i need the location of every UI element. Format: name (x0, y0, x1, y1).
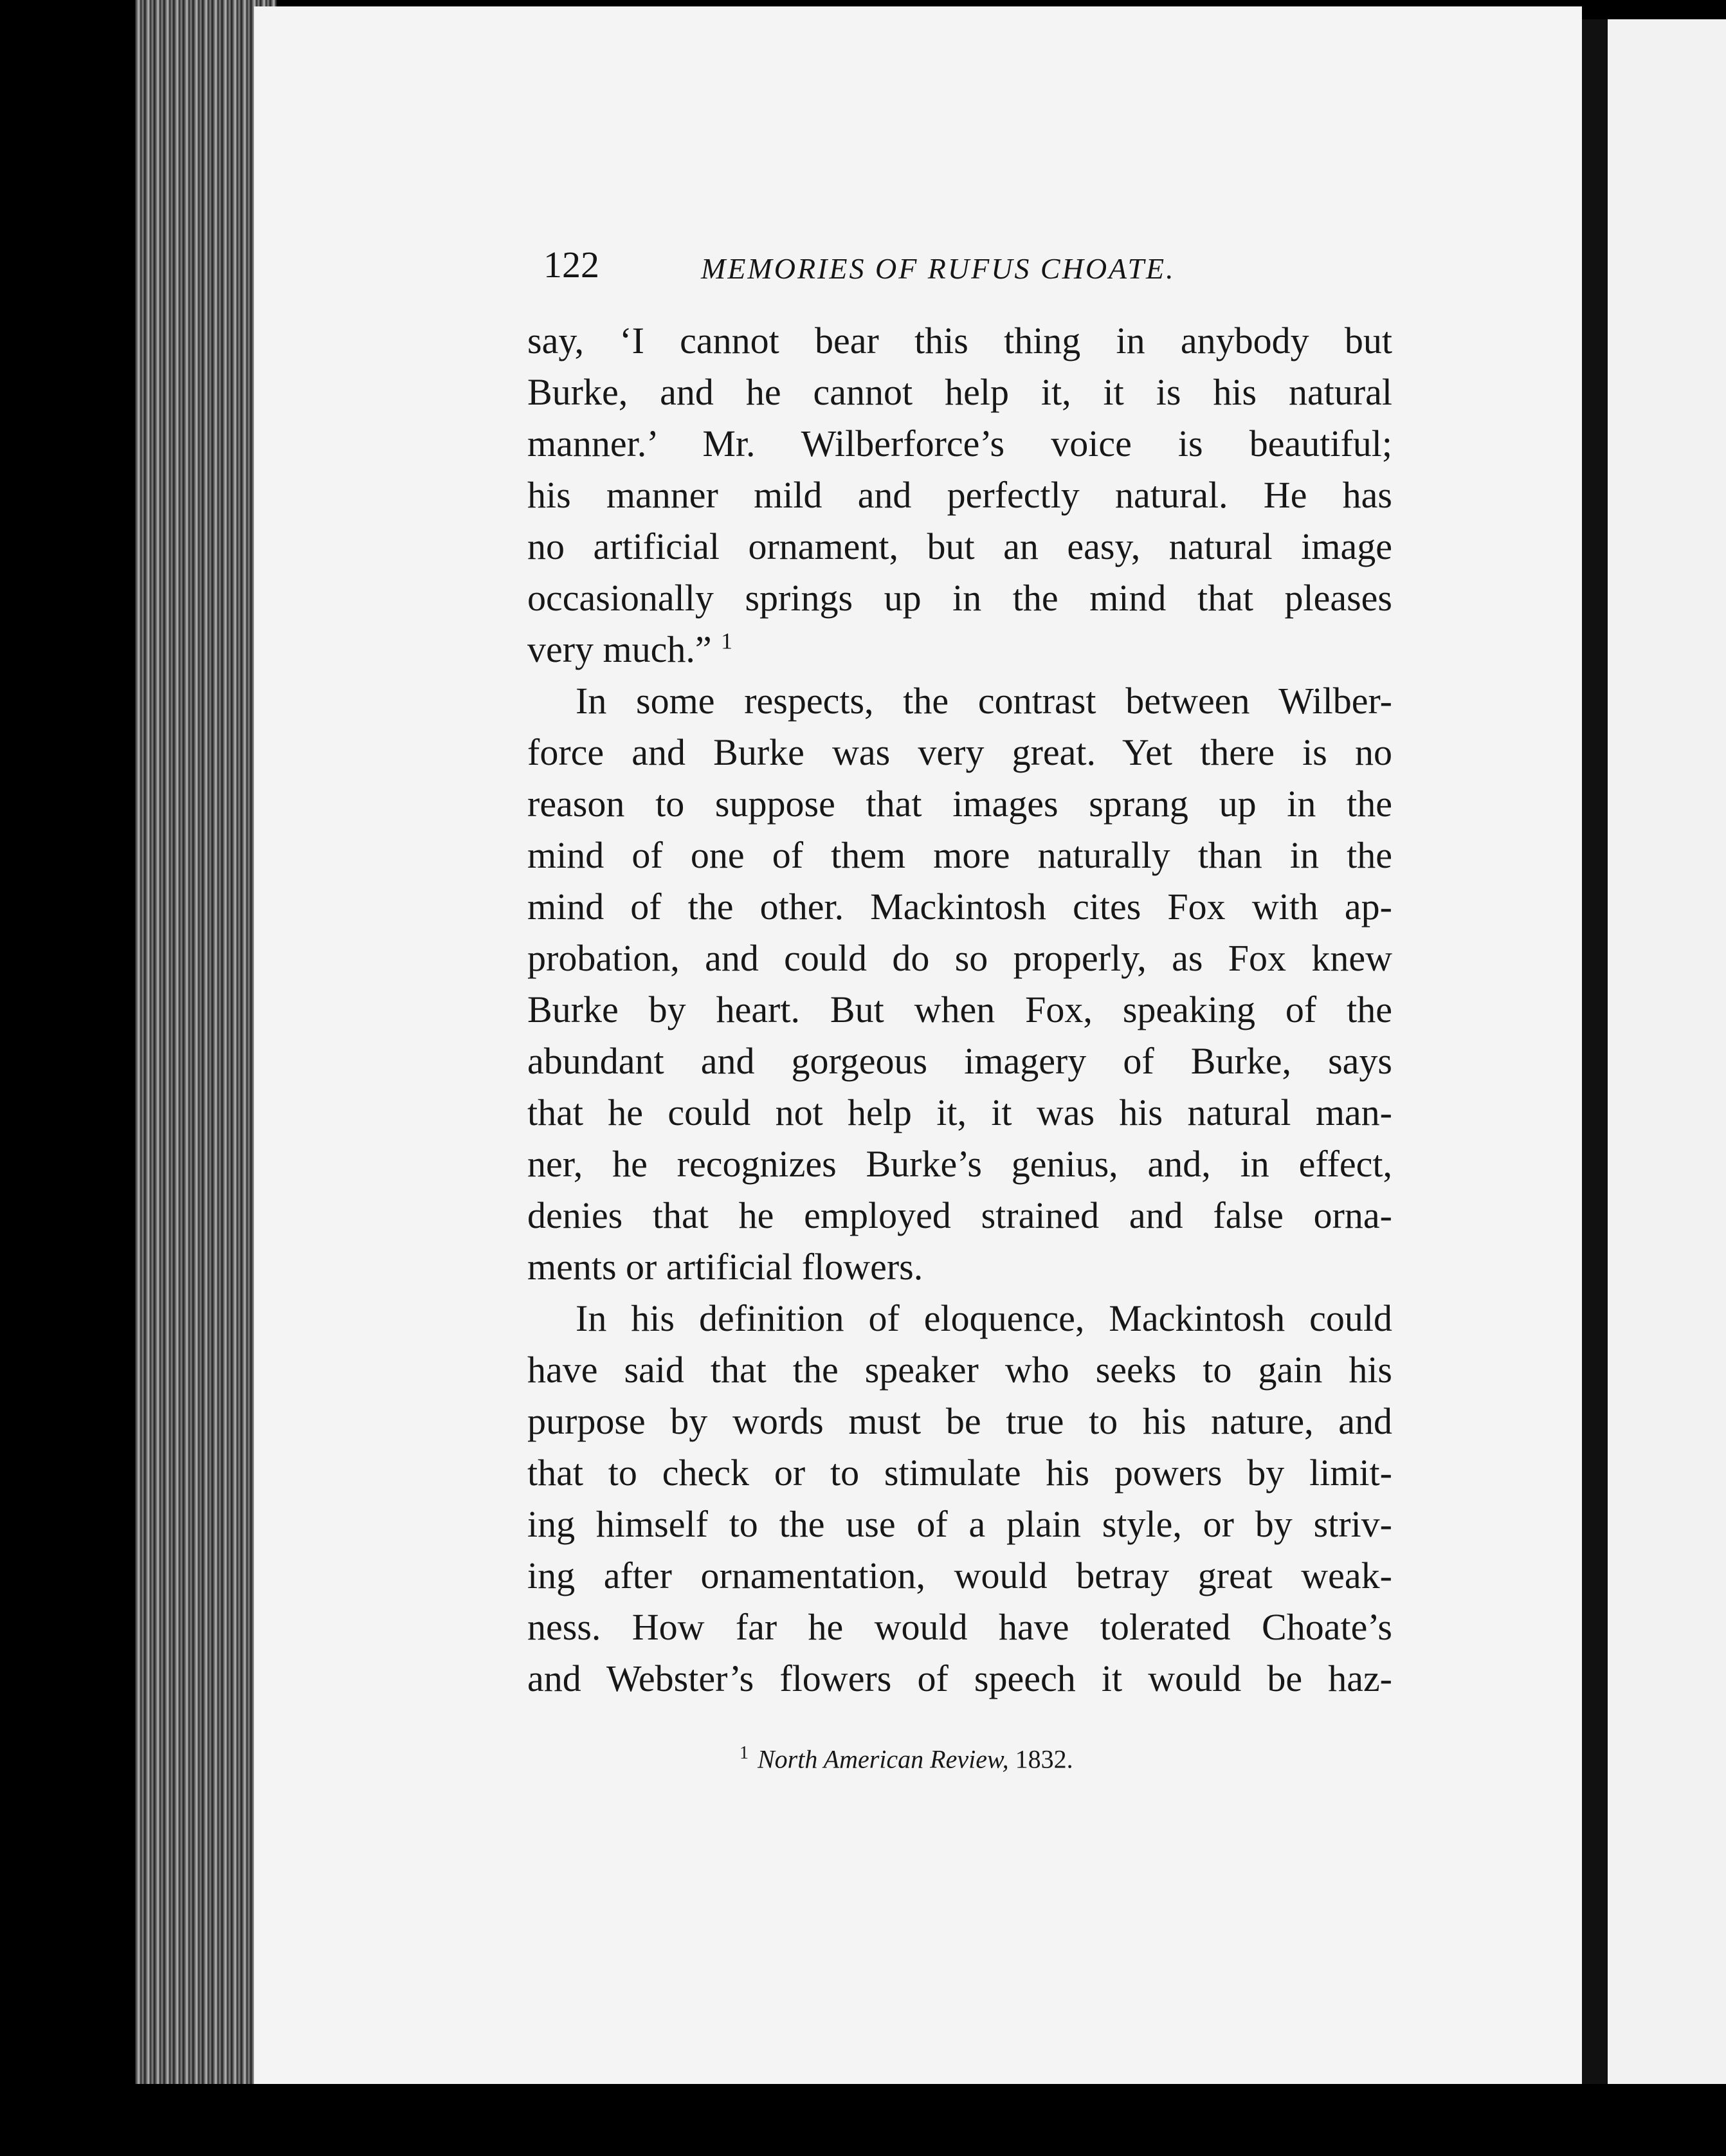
running-head (543, 239, 1270, 291)
text-line-last: ments or artificial flowers. (527, 1246, 923, 1288)
text-line: that he could not help it, it was his natural man- (527, 1092, 1392, 1133)
text-line: force and Burke was very great. Yet there is no (527, 731, 1392, 773)
facing-page-edge (1608, 19, 1726, 2084)
text-line: mind of the other. Mackintosh cites Fox with ap- (527, 886, 1392, 927)
footnote (740, 1743, 1073, 1774)
text-line: his manner mild and perfectly natural. He has (527, 474, 1392, 516)
paragraph-first-line: In his definition of eloquence, Mackintosh could (576, 1297, 1392, 1339)
text-line: that to check or to stimulate his powers by limit- (527, 1452, 1392, 1494)
text-line: probation, and could do so properly, as Fox knew (527, 937, 1392, 979)
text-line: ness. How far he would have tolerated Choate’s (527, 1606, 1392, 1648)
text-line: manner.’ Mr. Wilberforce’s voice is beautiful; (527, 423, 1392, 464)
body-text (527, 315, 1392, 1704)
footnote-reference: 1 (721, 628, 733, 654)
book-gutter (1582, 19, 1608, 2084)
footnote-year: 1832. (1015, 1744, 1073, 1774)
paragraph-first-line: In some respects, the contrast between Wilber- (576, 680, 1392, 722)
text-line: denies that he employed strained and false orna- (527, 1194, 1392, 1236)
footnote-journal: North American Review, (758, 1744, 1009, 1774)
text-line-content: very much.” (527, 628, 712, 670)
text-line: ner, he recognizes Burke’s genius, and, in effect, (527, 1143, 1392, 1185)
text-line: abundant and gorgeous imagery of Burke, says (527, 1040, 1392, 1082)
text-line: no artificial ornament, but an easy, natural image (527, 525, 1392, 567)
text-line: have said that the speaker who seeks to gain his (527, 1349, 1392, 1391)
running-title: MEMORIES OF RUFUS CHOATE. (701, 252, 1176, 285)
text-line: occasionally springs up in the mind that pleases (527, 577, 1392, 619)
text-line: and Webster’s flowers of speech it would be haz- (527, 1658, 1392, 1699)
text-line: purpose by words must be true to his nature, and (527, 1400, 1392, 1442)
text-line: reason to suppose that images sprang up in the (527, 783, 1392, 825)
text-line: Burke, and he cannot help it, it is his natural (527, 371, 1392, 413)
text-line: say, ‘I cannot bear this thing in anybody but (527, 320, 1392, 361)
text-line: ing after ornamentation, would betray great weak- (527, 1555, 1392, 1596)
text-line: ing himself to the use of a plain style, or by striv- (527, 1503, 1392, 1545)
text-line: mind of one of them more naturally than in the (527, 834, 1392, 876)
footnote-marker: 1 (740, 1743, 749, 1763)
text-line: Burke by heart. But when Fox, speaking of the (527, 989, 1392, 1030)
text-line-last (527, 624, 1392, 675)
page-number: 122 (543, 244, 599, 286)
